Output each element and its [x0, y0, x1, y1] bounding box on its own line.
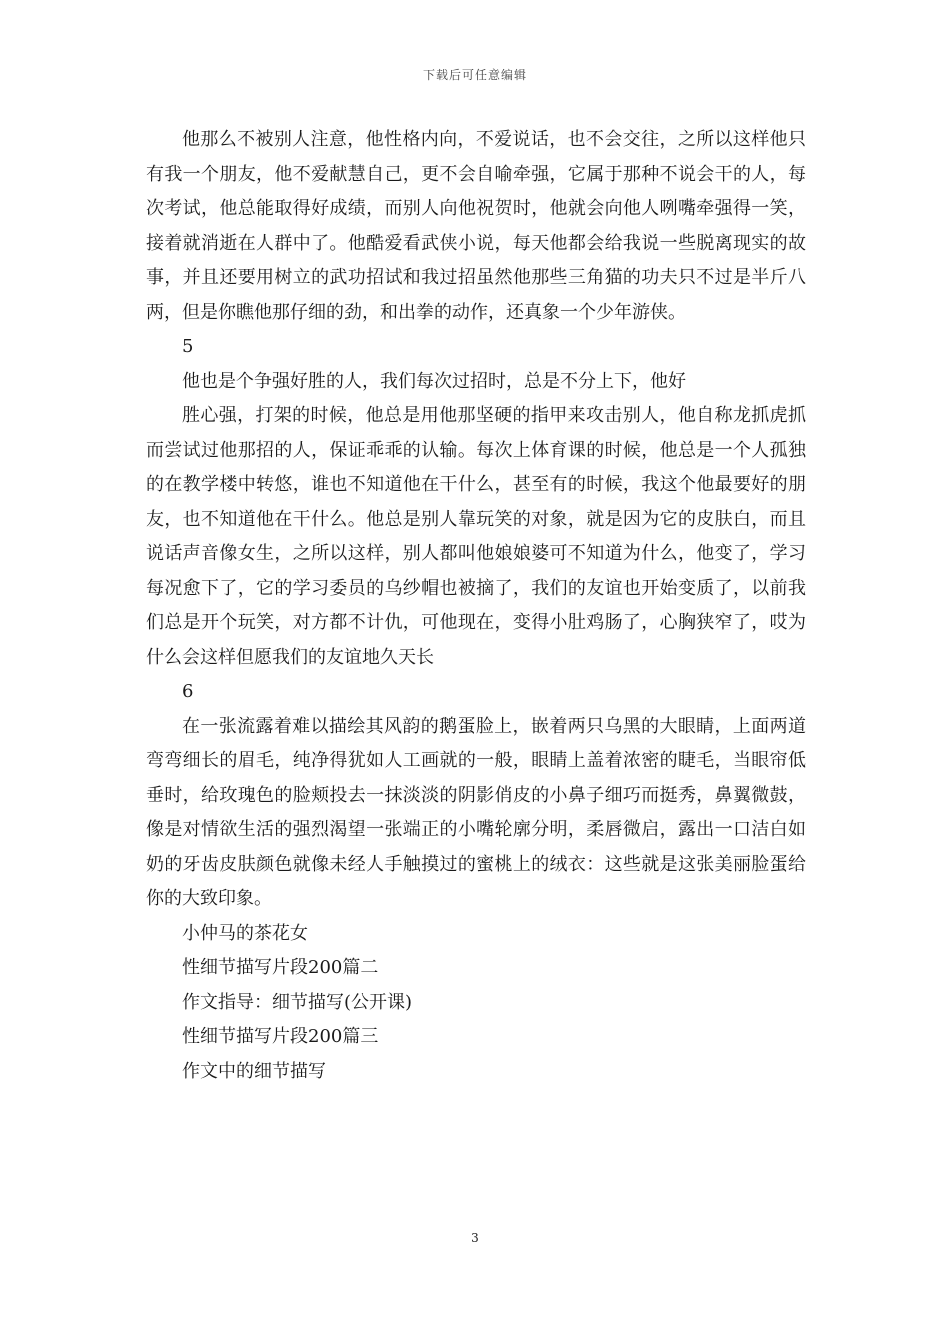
section-number-6: 6 — [182, 681, 194, 702]
paragraph-competitive: 他也是个争强好胜的人，我们每次过招时，总是不分上下，他好 — [182, 370, 686, 392]
section-number-5: 5 — [182, 336, 194, 357]
paragraph-friend-description: 他那么不被别人注意，他性格内向，不爱说话，也不会交往，之所以这样他只有我一个朋友，他不爱献慧自己，更不会自喻牵强，它属于那种不说会干的人，每次考试，他总能取得好成绩，而别人向他祝贺时，他就会向他人咧嘴牵强得一笑，接着就消逝在人群中了。他酷爱看武侠小说，每天他都会给我说一些脱离现实的故事，并且还要用树立的武功招试和我过招虽然他那些三角猫的功夫只不过是半斤八两，但是你瞧他那仔细的劲，和出拳的动作，还真象一个少年游侠。 — [146, 129, 806, 323]
paragraph-fighting: 胜心强，打架的时候，他总是用他那坚硬的指甲来攻击别人，他自称龙抓虎抓而尝试过他那招的人，保证乖乖的认输。每次上体育课的时候，他总是一个人孤独的在教学楼中转悠，谁也不知道他在干什么，甚至有的时候，我这个他最要好的朋友，也不知道他在干什么。他总是别人靠玩笑的对象，就是因为它的皮肤白，而且说话声音像女生，之所以这样，别人都叫他娘娘婆可不知道为什么，他变了，学习每况愈下了，它的学习委员的乌纱帽也被摘了，我们的友谊也开始变质了，以前我们总是开个玩笑，对方都不计仇，可他现在，变得小肚鸡肠了，心胸狭窄了，哎为什么会这样但愿我们的友谊地久天长 — [146, 405, 806, 668]
page-number: 3 — [471, 1231, 479, 1245]
paragraph-face-description: 在一张流露着难以描绘其风韵的鹅蛋脸上，嵌着两只乌黑的大眼睛，上面两道弯弯细长的眉毛，纯净得犹如人工画就的一般，眼睛上盖着浓密的睫毛，当眼帘低垂时，给玫瑰色的脸颊投去一抹淡淡的阴影俏皮的小鼻子细巧而挺秀，鼻翼微鼓，像是对情欲生活的强烈渴望一张端正的小嘴轮廓分明，柔唇微启，露出一口洁白如奶的牙齿皮肤颜色就像未经人手触摸过的蜜桃上的绒衣：这些就是这张美丽脸蛋给你的大致印象。 — [146, 715, 806, 909]
document-body — [146, 123, 806, 1089]
heading-part-two: 性细节描写片段200篇二 — [182, 957, 379, 978]
heading-detail-writing: 作文中的细节描写 — [182, 1060, 326, 1082]
heading-writing-guide: 作文指导：细节描写(公开课) — [182, 991, 413, 1013]
paragraph-source: 小仲马的茶花女 — [182, 922, 308, 944]
page-header-note: 下载后可任意编辑 — [422, 68, 527, 82]
heading-part-three: 性细节描写片段200篇三 — [182, 1026, 379, 1047]
